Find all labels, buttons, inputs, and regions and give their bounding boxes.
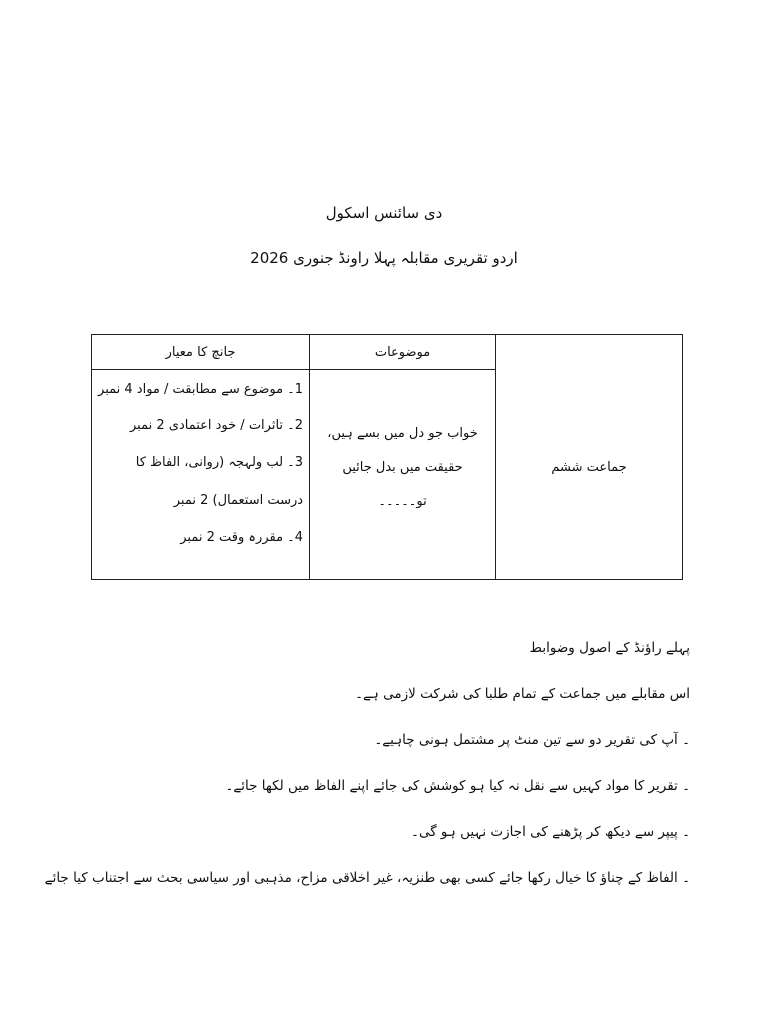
school-name: دی سائنس اسکول [325, 204, 443, 222]
rule-item: ۔ پیپر سے دیکھ کر پڑھنے کی اجازت نہیں ہو گی۔ [411, 824, 690, 840]
rules-section [44, 636, 690, 890]
criteria-item: 1۔ موضوع سے مطابقت / مواد 4 نمبر [98, 382, 304, 397]
criteria-cell [92, 370, 310, 580]
header-cell-topics: موضوعات [310, 335, 496, 370]
rule-item: ۔ تقریر کا مواد کہیں سے نقل نہ کیا ہو کوشش کی جائے اپنے الفاظ میں لکھا جائے۔ [225, 778, 690, 794]
table-row [92, 370, 683, 580]
rule-item: ۔ آپ کی تقریر دو سے تین منٹ پر مشتمل ہونی چاہیے۔ [374, 732, 690, 748]
criteria-item: 3۔ لب ولہجہ (روانی، الفاظ کا درست استعمال) 2 نمبر [135, 455, 304, 508]
table-header-row [92, 335, 683, 370]
rule-item: ۔ الفاظ کے چناؤ کا خیال رکھا جائے کسی بھی طنزیہ، غیر اخلاقی مزاح، مذہبی اور سیاسی بحث سے اجتناب کیا جائے [44, 870, 690, 886]
rubric-table [91, 334, 683, 580]
criteria-item: 2۔ تاثرات / خود اعتمادی 2 نمبر [129, 418, 304, 433]
header-cell-class [496, 335, 683, 370]
topic-cell: خواب جو دل میں بسے ہیں، حقیقت میں بدل جائیں تو۔۔۔۔۔ [310, 370, 496, 580]
rules-heading: پہلے راؤنڈ کے اصول وضوابط [529, 640, 690, 656]
event-title: اردو تقریری مقابلہ پہلا راونڈ جنوری 2026 [250, 249, 518, 267]
class-name-cell: جماعت ششم [496, 370, 683, 580]
rule-item: اس مقابلے میں جماعت کے تمام طلبا کی شرکت لازمی ہے۔ [355, 686, 690, 702]
header-cell-criteria: جانچ کا معیار [92, 335, 310, 370]
criteria-item: 4۔ مقررہ وقت 2 نمبر [180, 530, 304, 545]
